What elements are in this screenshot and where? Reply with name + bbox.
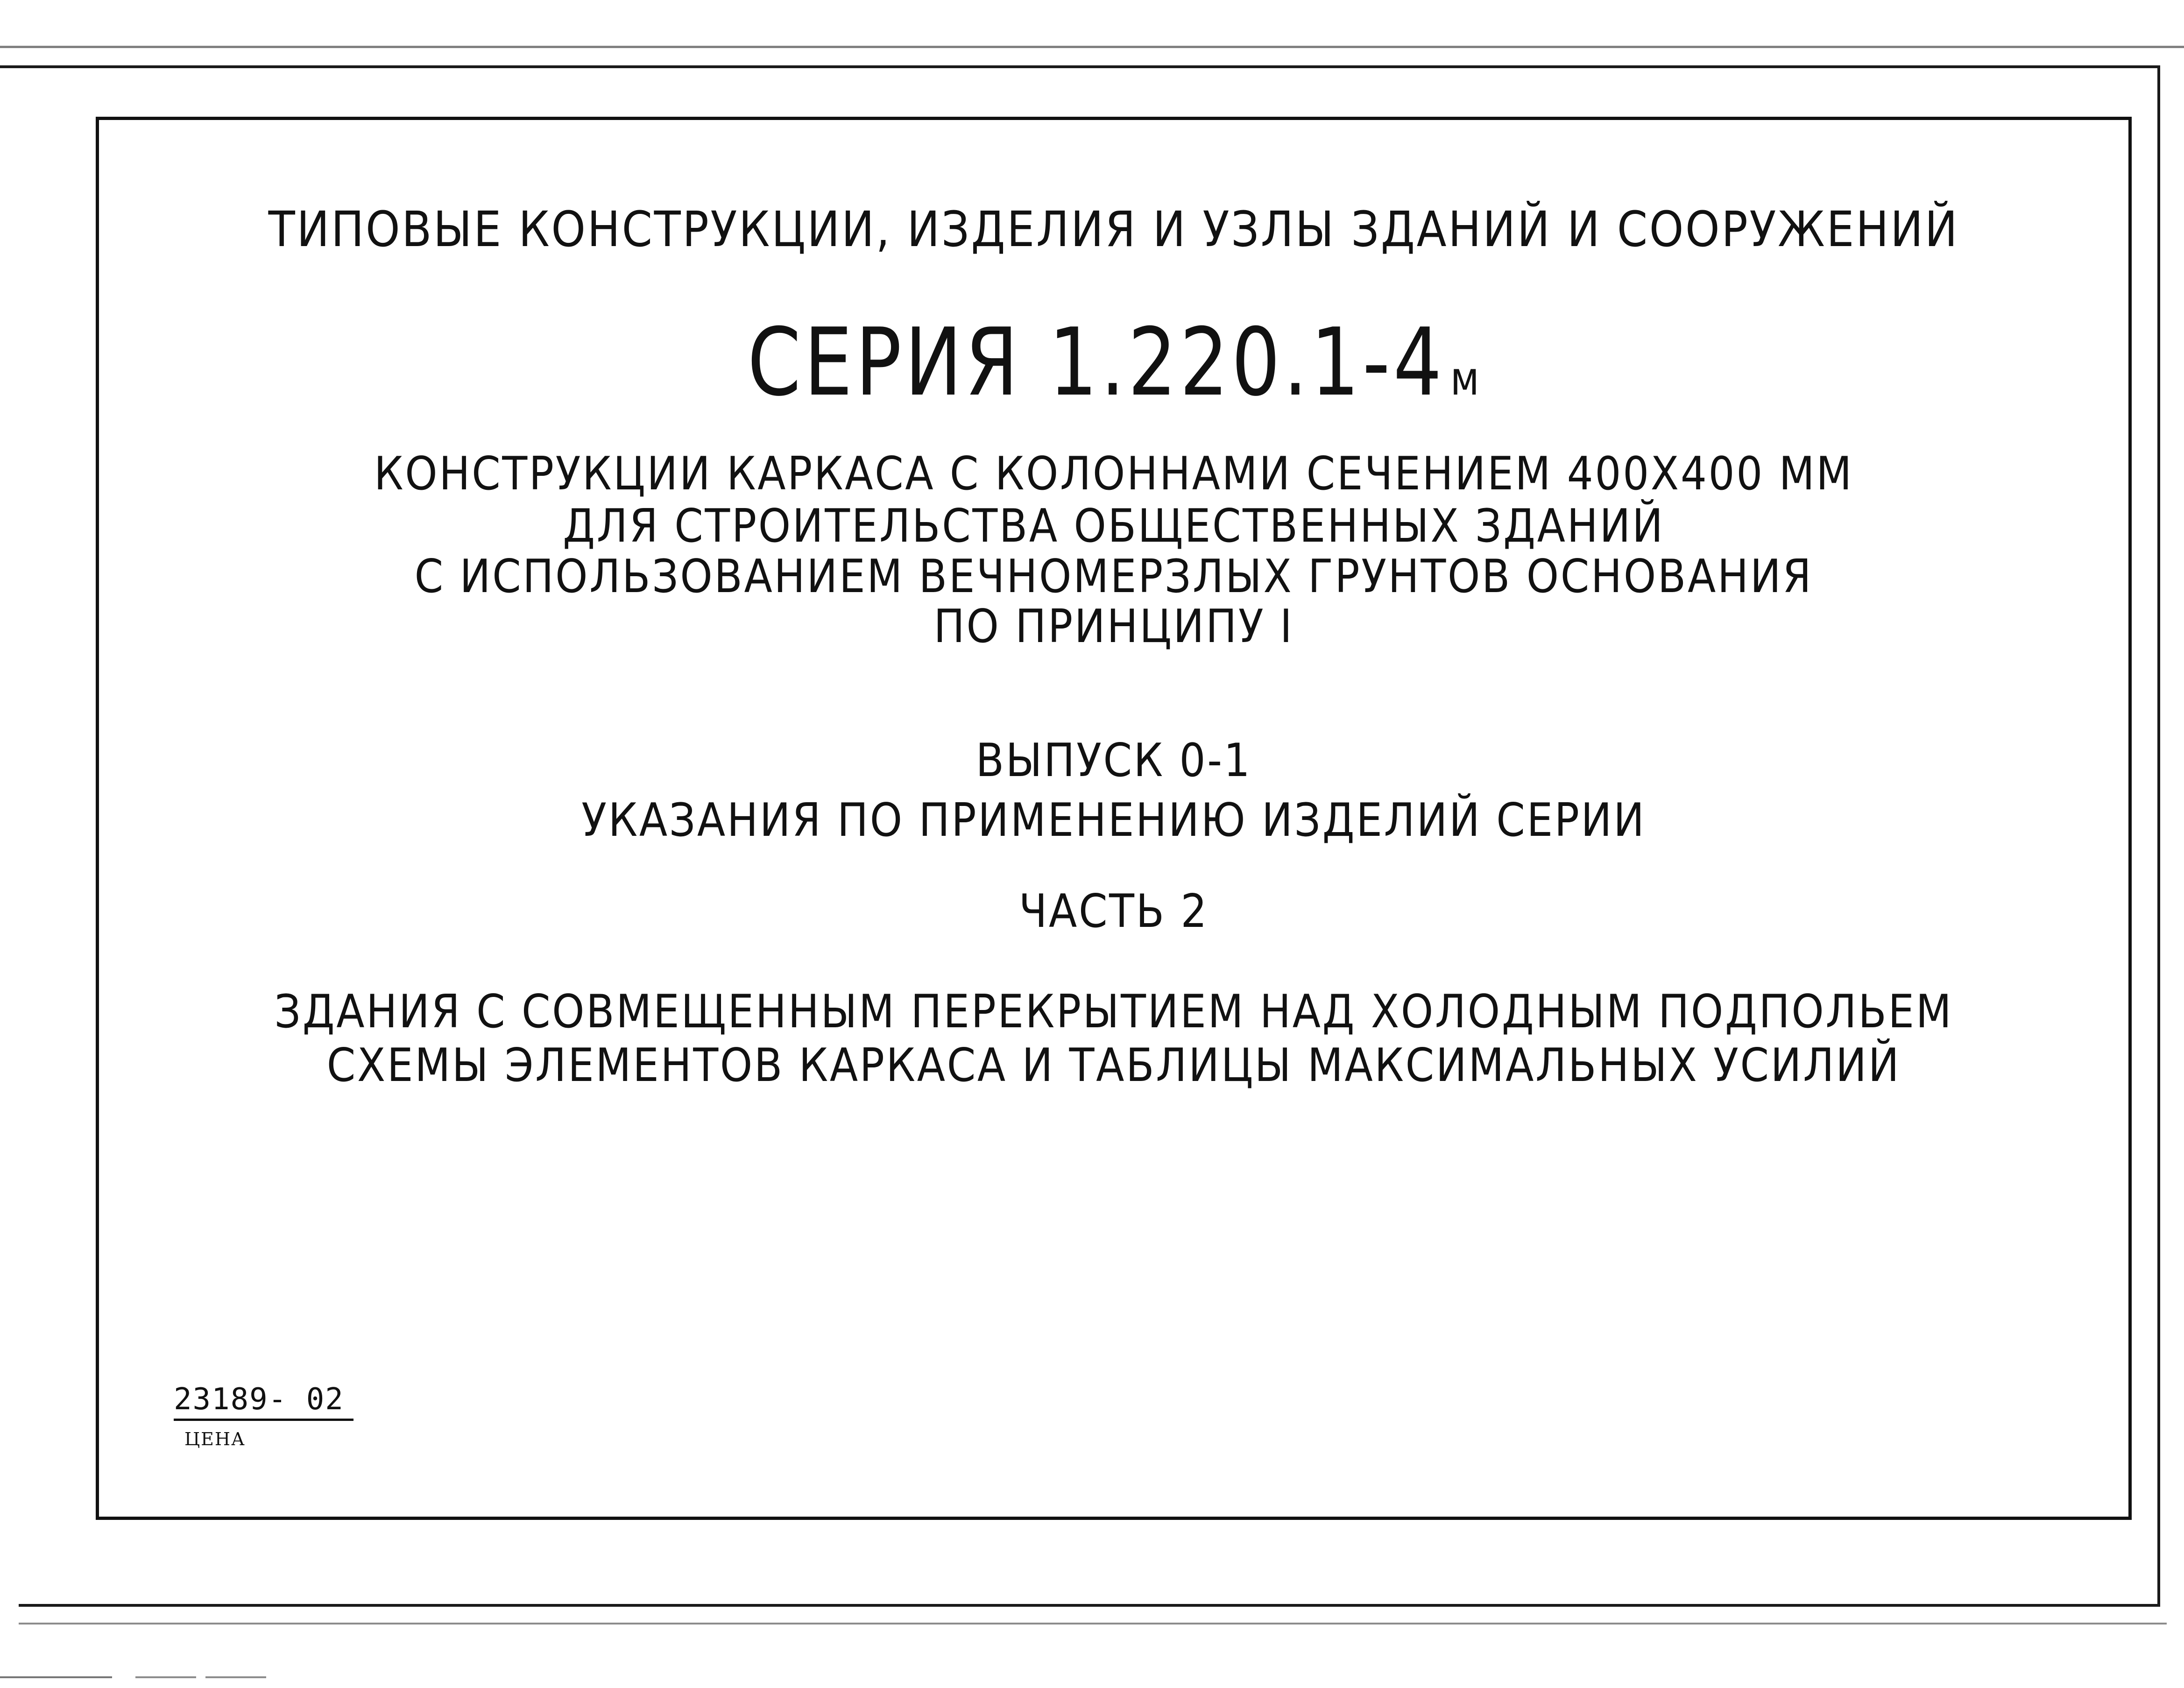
issue-label: ВЫПУСК 0-1 bbox=[975, 734, 1252, 787]
footer-dash bbox=[135, 1676, 196, 1678]
top-edge-line bbox=[0, 46, 2184, 48]
bottom-edge-line bbox=[19, 1623, 2167, 1624]
outer-frame-top-line bbox=[0, 65, 2157, 68]
standard-header: ТИПОВЫЕ КОНСТРУКЦИИ, ИЗДЕЛИЯ И УЗЛЫ ЗДАНИЙ И СООРУЖЕНИЙ bbox=[268, 201, 1959, 258]
outer-frame-right-line bbox=[2157, 65, 2160, 1606]
issue-title: УКАЗАНИЯ ПО ПРИМЕНЕНИЮ ИЗДЕЛИЙ СЕРИИ bbox=[581, 794, 1646, 847]
outer-frame-bottom-line bbox=[19, 1604, 2160, 1607]
description-line-3: С ИСПОЛЬЗОВАНИЕМ ВЕЧНОМЕРЗЛЫХ ГРУНТОВ ОСНОВАНИЯ bbox=[414, 550, 1813, 603]
buildings-line-2: СХЕМЫ ЭЛЕМЕНТОВ КАРКАСА И ТАБЛИЦЫ МАКСИМАЛЬНЫХ УСИЛИЙ bbox=[326, 1039, 1901, 1092]
description-line-2: ДЛЯ СТРОИТЕЛЬСТВА ОБЩЕСТВЕННЫХ ЗДАНИЙ bbox=[563, 500, 1665, 553]
description-line-4: ПО ПРИНЦИПУ I bbox=[933, 600, 1294, 653]
series-number: СЕРИЯ 1.220.1-4 bbox=[747, 308, 1445, 417]
series-title bbox=[279, 308, 1948, 417]
description-line-1: КОНСТРУКЦИИ КАРКАСА С КОЛОННАМИ СЕЧЕНИЕМ 400Х400 ММ bbox=[374, 447, 1854, 501]
buildings-line-1: ЗДАНИЯ С СОВМЕЩЕННЫМ ПЕРЕКРЫТИЕМ НАД ХОЛОДНЫМ ПОДПОЛЬЕМ bbox=[274, 985, 1953, 1038]
footer-dash bbox=[205, 1676, 266, 1678]
document-number: 23189- 02 bbox=[174, 1382, 353, 1421]
footer-dash bbox=[0, 1676, 112, 1678]
price-label: ЦЕНА bbox=[184, 1429, 246, 1449]
series-suffix: м bbox=[1450, 351, 1480, 406]
part-label: ЧАСТЬ 2 bbox=[1018, 885, 1209, 938]
